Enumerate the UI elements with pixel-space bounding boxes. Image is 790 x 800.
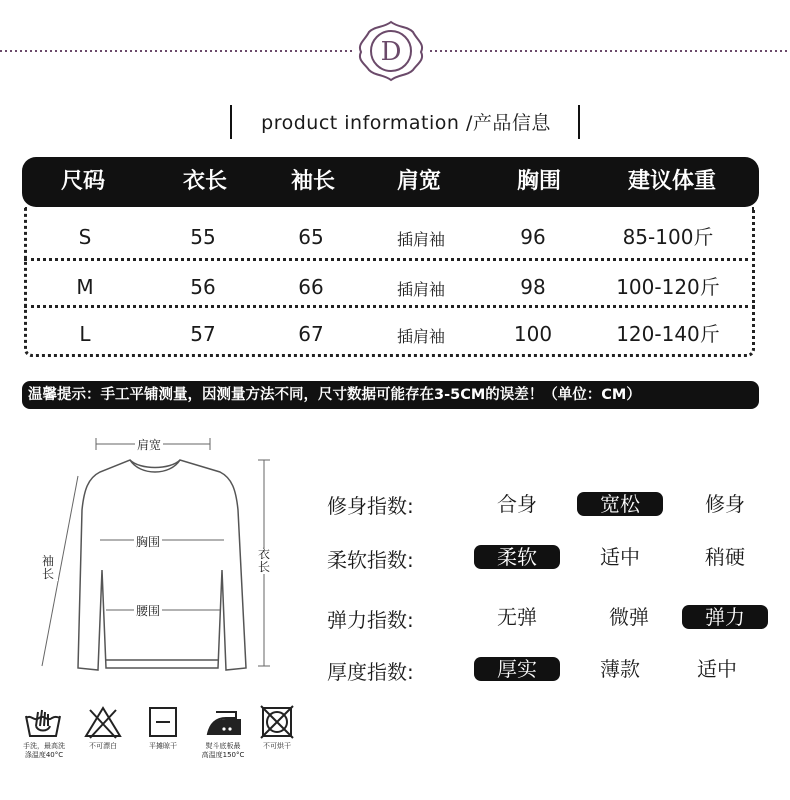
fit-option-slim: 修身 xyxy=(705,492,745,516)
care-text-iron: 熨斗底板最 高温度150°C xyxy=(201,742,245,759)
cell-chest: 98 xyxy=(520,275,546,299)
cell-shoulder: 插肩袖 xyxy=(396,327,445,346)
col-header-weight: 建议体重 xyxy=(627,169,716,194)
col-header-shoulder: 肩宽 xyxy=(396,169,441,194)
heading-bar-right xyxy=(578,105,580,139)
cell-weight: 85-100斤 xyxy=(622,225,714,249)
col-header-sleeve: 袖长 xyxy=(290,169,335,194)
size-table-header xyxy=(22,157,759,207)
cell-chest: 100 xyxy=(513,322,553,346)
cell-weight: 120-140斤 xyxy=(616,322,720,346)
softness-index-label: 柔软指数: xyxy=(327,548,414,572)
elasticity-option-stretch: 弹力 xyxy=(682,605,768,629)
cell-size: L xyxy=(79,322,91,346)
logo-divider-right xyxy=(430,50,790,52)
iron-icon xyxy=(202,704,244,740)
measurement-notice: 温馨提示：手工平铺测量，因测量方法不同，尺寸数据可能存在3-5CM的误差！（单位：CM） xyxy=(22,381,759,409)
care-text-no-bleach: 不可漂白 xyxy=(89,742,117,750)
cell-length: 55 xyxy=(190,225,216,249)
label-sleeve: 袖长 xyxy=(40,555,58,581)
cell-weight: 100-120斤 xyxy=(616,275,720,299)
svg-text:D: D xyxy=(380,37,402,67)
cell-sleeve: 67 xyxy=(298,322,324,346)
care-text-flat-dry: 平摊晾干 xyxy=(149,742,177,750)
thickness-option-thick: 厚实 xyxy=(474,657,560,681)
col-header-length: 衣长 xyxy=(182,169,227,194)
label-waist: 腰围 xyxy=(136,604,161,618)
label-chest: 胸围 xyxy=(136,535,161,549)
cell-shoulder: 插肩袖 xyxy=(396,230,445,249)
cell-length: 57 xyxy=(190,322,216,346)
elasticity-index-label: 弹力指数: xyxy=(327,608,414,632)
care-text-hand-wash: 手洗，最高洗 涤温度40°C xyxy=(23,742,65,759)
page-title: product information /产品信息 xyxy=(261,112,551,134)
col-header-chest: 胸围 xyxy=(516,169,561,194)
cell-chest: 96 xyxy=(520,225,546,249)
flat-dry-icon xyxy=(142,704,184,740)
cell-size: M xyxy=(76,275,94,299)
cell-sleeve: 66 xyxy=(298,275,324,299)
label-length: 衣长 xyxy=(256,548,274,574)
care-text-no-tumble-dry: 不可烘干 xyxy=(263,742,291,750)
thickness-index-label: 厚度指数: xyxy=(327,660,414,684)
softness-option-soft: 柔软 xyxy=(474,545,560,569)
cell-shoulder: 插肩袖 xyxy=(396,280,445,299)
heading-bar-left xyxy=(230,105,232,139)
elasticity-option-none: 无弹 xyxy=(497,605,537,629)
hand-wash-icon xyxy=(22,704,64,740)
fit-option-regular: 合身 xyxy=(497,492,537,516)
elasticity-option-slight: 微弹 xyxy=(609,605,649,629)
thickness-option-medium: 适中 xyxy=(697,657,737,681)
softness-option-stiff: 稍硬 xyxy=(705,545,745,569)
logo-divider-left xyxy=(0,50,352,52)
label-shoulder: 肩宽 xyxy=(137,438,162,452)
softness-option-medium: 适中 xyxy=(600,545,640,569)
no-bleach-icon xyxy=(82,704,124,740)
cell-length: 56 xyxy=(190,275,216,299)
col-header-size: 尺码 xyxy=(60,169,105,194)
thickness-option-thin: 薄款 xyxy=(600,657,640,681)
row-divider xyxy=(24,258,755,261)
row-divider xyxy=(24,305,755,308)
shirt-diagram xyxy=(20,420,290,690)
cell-sleeve: 65 xyxy=(298,225,324,249)
cell-size: S xyxy=(78,225,92,249)
fit-option-loose: 宽松 xyxy=(577,492,663,516)
no-tumble-dry-icon xyxy=(256,704,298,740)
fit-index-label: 修身指数: xyxy=(327,494,414,518)
brand-logo xyxy=(355,18,427,84)
